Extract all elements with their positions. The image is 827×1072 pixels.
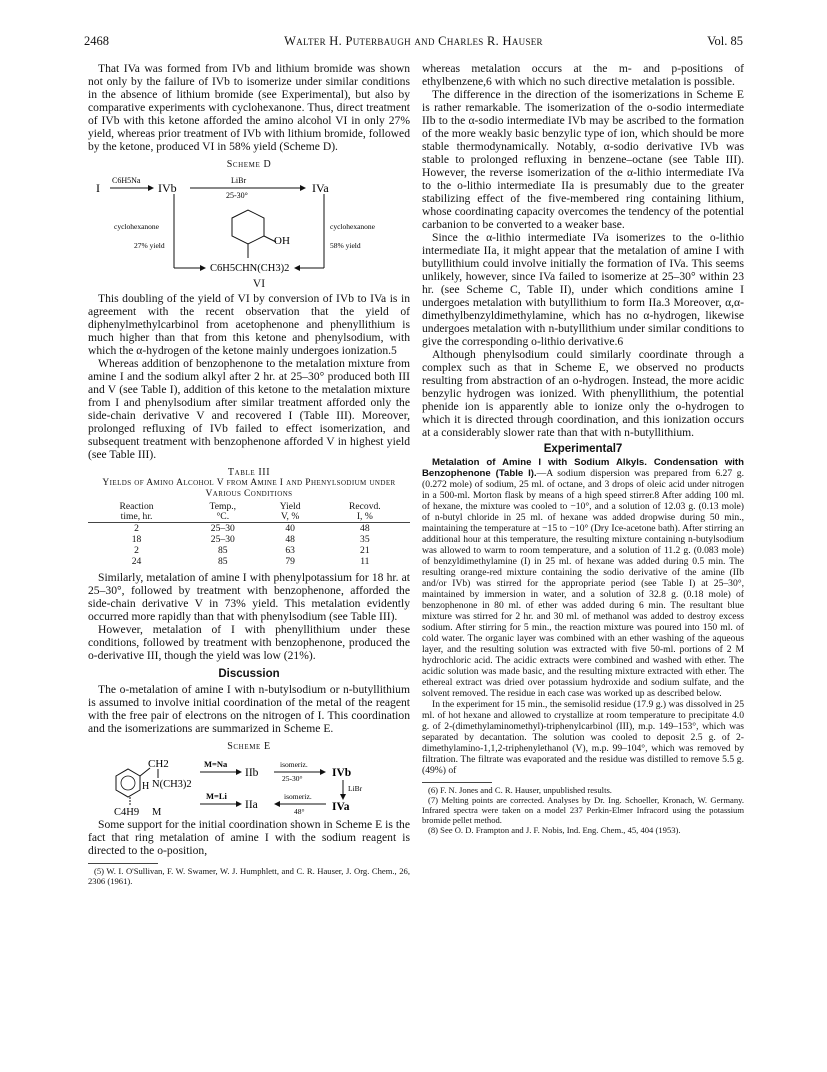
scheme-e-nme2: N(CH3)2 [152,779,192,790]
experimental-section [422,457,744,776]
scheme-d-title: Scheme D [226,159,272,170]
section-heading-discussion: Discussion [218,668,280,680]
scheme-e-libr: LiBr [348,784,363,793]
scheme-e-ivb: IVb [332,767,352,779]
cyclohexane-ring [232,210,264,244]
scheme-e-c4h9: C4H9 [114,807,140,818]
scheme-e [88,754,410,818]
paragraph: Since the α-lithio intermediate IVa isomerizes to the o-lithio intermediate IIa, it might appear that the metalation of amine I with butyllithium could involve initially the formation of IVa. This seems unlikely, however, since IVa failed to isomerize at 25–30° within 23 hr. (see Scheme C, Table II), under which conditions amine I undergoes metalation with butyllithium to form IIa.3 Moreover, α,α-dimethylbenzyldimethylamine, which has no α-hydrogen, likewise undergoes metalation with n-butyllithium under similar conditions to give the corresponding o-lithio derivative.6 [422,231,744,348]
scheme-d-cyclo-right: cyclohexanone [330,222,375,231]
paragraph: The difference in the direction of the isomerizations in Scheme E is rather remarkable. The isomerization of the o-sodio intermediate IIb to the α-sodio intermediate IVb may be ascribed to the formation of the more weakly basic benzylic type of ion, which should be more stable thermodynamically. Notably, α-sodio derivative IVb was stable to prolonged refluxing in benzene–octane (see Table III). However, the reverse isomerization of the α-lithio intermediate IVa to the o-lithio intermediate IIa is presumably due to the greater stabilizing effect of the five-membered ring containing lithium, whose coordinating capacity overcomes the tendency of the potential carbanion to be converted to a weaker base. [422,88,744,231]
table-iii-label: Table III [227,467,271,478]
scheme-e-iva: IVa [332,801,350,813]
scheme-d-product: VI [252,278,266,290]
footnote-6: (6) F. N. Jones and C. R. Hauser, unpublished results. [428,785,612,795]
benzene-ring [116,769,140,797]
scheme-e-t1: 25-30° [282,774,303,783]
paragraph: Although phenylsodium could similarly coordinate through a complex such as that in Scheme E, we observed no products resulting from abstraction of an o-hydrogen. Instead, the more acidic benzylic hydrogen was ionized. With phenyllithium, the potential phenide ion is apparently able to ionize only the o-hydrogen to which it is directed through coordination, and this ionization occurs at a considerably slower rate than that with n-butyllithium. [422,348,744,439]
paragraph: However, metalation of I with phenyllithium under these conditions, followed by treatment with benzophenone, produced the o-derivative III, though the yield was low (21%). [88,623,410,662]
paragraph: Similarly, metalation of amine I with phenylpotassium for 18 hr. at 25–30°, followed by treatment with benzophenone, afforded the side-chain derivative V in 73% yield. This metalation evidently occurred more rapidly than that with phenylsodium (see Table III). [88,571,410,623]
paragraph: Metalation of Amine I with Sodium Alkyls. Condensation with Benzophenone (Table I).—A sodium dispersion was prepared from 6.27 g. (0.272 mole) of sodium, 25 ml. of octane, and 3 drops of oleic acid under nitrogen in a 500-ml. Morton flask by means of a high speed stirrer.8 After adding 100 ml. of hexane, the mixture was cooled to −10°, and a solution of 12.03 g. (0.13 mole) of n-butyl chloride in 25 ml. of hexane was added dropwise during 50 min., maintaining the temperature at −15 to −10° (Dry Ice-acetone bath). After stirring an additional hour at this temperature, the resulting mixture containing n-butylsodium was allowed to warm to room temperature, and a solution of 11.2 g. (0.083 mole) of benzyldimethylamine (I) in 25 ml. of hexane was added during 0.5 min. The resulting orange-red mixture containing the sodio derivative of the amine (IIb and/or IVb) was stirred for the appropriate period (see Table I) at 25–30°, maintained by immersion in water, and a solution of 32.8 g. (0.18 mole) of benzophenone in 80 ml. of ether was added during 6 min. The resultant blue mixture was stirred for 2 hr. and 30 ml. of methanol was added to destroy excess sodium. After stirring for 5 min., the reaction mixture was poured into 150 ml. of cold water. The organic layer was combined with an ether washing of the aqueous layer, and the resulting solution was extracted with five 50-ml. portions of 2 M hydrochloric acid. The acidic extracts were combined and washed with ether. The acidic solution was made basic, and the resulting mixture extracted with ether. The ethereal extract was dried over potassium hydroxide and sodium sulfate, and the solvent removed. The residue in each case was worked up as described below. [422,457,744,699]
scheme-e-isom2: isomeriz. [284,792,312,801]
scheme-d-libr: LiBr [231,176,247,185]
page-number: 2468 [84,34,109,48]
paragraph: That IVa was formed from IVb and lithium bromide was shown not only by the failure of IVb to isomerize under similar conditions in the absence of lithium bromide (see Experimental), but also by comparative experiments with cyclohexanone. Thus, direct treatment of IVb with this ketone afforded the amino alcohol VI in only 27% yield, whereas prior treatment of IVb with lithium bromide, followed by the ketone, produced VI in 58% yield (Scheme D). [88,62,410,153]
scheme-d-amine: C6H5CHN(CH3)2 [210,263,290,274]
paragraph: This doubling of the yield of VI by conversion of IVb to IVa is in agreement with the recent observation that the yield of diphenylmethylcarbinol from acetophenone and phenyllithium is much higher than that from this ketone and phenylsodium, with which the α-hydrogen of the ketone mainly undergoes ionization.5 [88,292,410,357]
table-row: 24 85 79 11 [131,556,370,567]
scheme-e-mna: M=Na [204,759,228,769]
footnote-5: (5) W. I. O'Sullivan, F. W. Swamer, W. J. Humphlett, and C. R. Hauser, J. Org. Chem., 26, 2306 (1961). [88,866,410,886]
table-iii-title: Yields of Amino Alcohol V from Amine I and Phenylsodium under Various Conditions [102,478,396,499]
scheme-d-yield-left: 27% yield [134,241,165,250]
scheme-d-I: I [96,181,100,195]
scheme-d-reagent: C6H5Na [112,176,141,185]
section-heading-experimental: Experimental7 [543,443,623,455]
table-row: 2 85 63 21 [134,545,370,556]
paragraph: Some support for the initial coordination shown in Scheme E is the fact that ring metalation of amine I with the sodium reagent is directed to the o-position, [88,818,410,857]
scheme-e-m: M [152,807,162,818]
table-header: Reaction time, hr. [88,502,185,523]
scheme-e-iia: IIa [245,799,258,811]
footnote-8: (8) See O. D. Frampton and J. F. Nobis, Ind. Eng. Chem., 45, 404 (1953). [428,825,681,835]
table-header: Recovd. I, % [320,502,410,523]
scheme-d-cyclo-left: cyclohexanone [114,222,159,231]
paragraph: Whereas addition of benzophenone to the metalation mixture from amine I and the sodium alkyl after 2 hr. at 25–30° produced both III and V (see Table I), addition of this ketone to the metalation mixture from I and phenylsodium after similar treatment afforded only the side-chain derivative V and recovered I (Table III). Moreover, prolonged refluxing of IVb failed to effect isomerization, and subsequent treatment with benzophenone afforded V in highest yield (see Table III). [88,357,410,461]
scheme-d-IVb: IVb [158,181,177,195]
paragraph: In the experiment for 15 min., the semisolid residue (17.9 g.) was dissolved in 25 ml. of hot hexane and allowed to crystallize at room temperature to precipitate 4.0 g. of 2-(dimethylaminomethyl)-triphenylcarbinol (III), m.p. 149–153°, which was separated by decantation. The solution was cooled to deposit 2.5 g. of 2-dimethylamino-1,1,2-triphenylethanol (V), m.p. 99–104°, which was removed by filtration. The filtrate was evaporated and the residue was distilled to remove 5.5 g. (49%) of [422,699,744,776]
running-authors: Walter H. Puterbaugh and Charles R. Hauser [284,34,543,48]
table-header: Yield V, % [261,502,320,523]
footnote-rule [422,782,492,783]
running-header [84,34,743,52]
scheme-d-IVa: IVa [312,181,329,195]
table-row: 2 25–30 40 48 [134,523,370,534]
scheme-e-h: H [142,781,150,792]
footnote-7: (7) Melting points are corrected. Analyses by Dr. Ing. Schoeller, Kronach, W. Germany. Infrared spectra were taken on a model 237 Perkin-Elmer Infracord using the potassium bromide pellet method. [422,795,744,825]
scheme-e-ch2: CH2 [148,758,169,770]
paragraph: whereas metalation occurs at the m- and p-positions of ethylbenzene,6 with which no such directive metalation is possible. [422,62,744,88]
footnote-rule [88,863,158,864]
scheme-d-temp: 25-30° [226,191,248,200]
scheme-d-oh: OH [274,235,290,247]
left-column [88,62,410,886]
volume: Vol. 85 [707,34,743,48]
scheme-d [88,172,410,280]
scheme-e-mli: M=Li [206,791,227,801]
scheme-e-iib: IIb [245,767,259,779]
table-header: Temp., °C. [185,502,260,523]
table-row: 18 25–30 48 35 [131,534,370,545]
scheme-e-title: Scheme E [227,741,271,752]
scheme-e-isom1: isomeriz. [280,760,308,769]
right-column [422,62,744,835]
table-iii [88,502,410,567]
experimental-subheading: Metalation of Amine I with Sodium Alkyls. Condensation with Benzophenone (Table I). [422,457,744,479]
scheme-e-t2: 48° [294,807,305,816]
scheme-d-yield-right: 58% yield [330,241,361,250]
paragraph: The o-metalation of amine I with n-butylsodium or n-butyllithium is assumed to involve initial coordination of the metal of the reagent with the free pair of electrons on the nitrogen of I. This coordination and the isomerizations are summarized in Scheme E. [88,683,410,735]
